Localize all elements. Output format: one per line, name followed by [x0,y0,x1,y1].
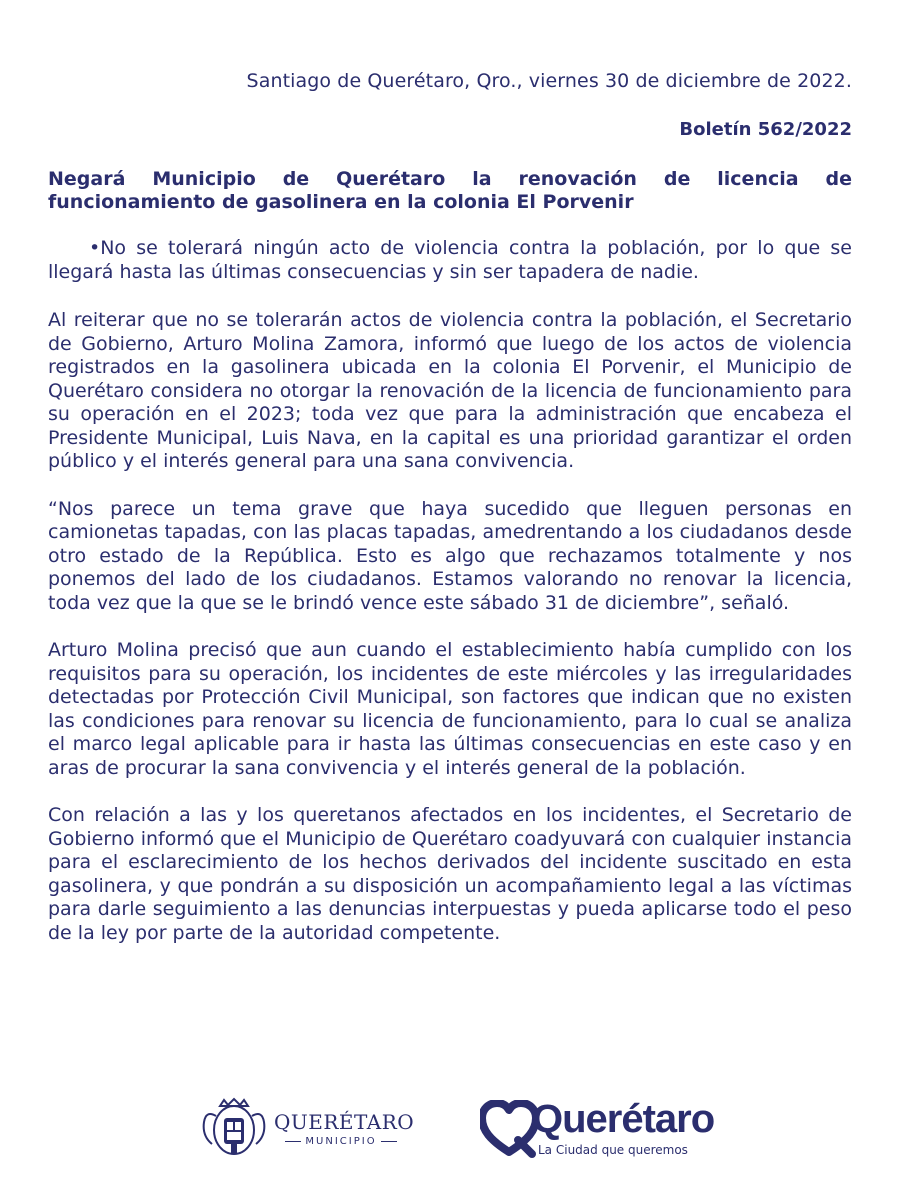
footer-logos [0,1090,900,1180]
bullet-summary: •No se tolerará ningún acto de violencia contra la población, por lo que se llegará hasta las últimas consecuencias y sin ser tapadera de nadie. [48,237,852,283]
headline: Negará Municipio de Querétaro la renovación de licencia de funcionamiento de gasolinera en la colonia El Porvenir [48,168,852,213]
bulletin-number: Boletín 562/2022 [679,119,852,140]
date-line: Santiago de Querétaro, Qro., viernes 30 de diciembre de 2022. [246,70,852,92]
heart-q-icon [480,1100,538,1158]
paragraph-3: Arturo Molina precisó que aun cuando el establecimiento había cumplido con los requisitos para su operación, los incidentes de este miércoles y las irregularidades detectadas por Protección Civil Municipal, son factores que indican que no existen las condiciones para renovar su licencia de funcionamiento, para lo cual se analiza el marco legal aplicable para ir hasta las últimas consecuencias en este caso y en aras de procurar la sana convivencia y el interés general de la población. [48,639,852,779]
municipio-logo-name: QUERÉTARO [274,1110,415,1134]
paragraph-2: “Nos parece un tema grave que haya sucedido que lleguen personas en camionetas tapadas, con las placas tapadas, amedrentando a los ciudadanos desde otro estado de la República. Esto es algo que rechazamos totalmente y nos ponemos del lado de los ciudadanos. Estamos valorando no renovar la licencia, toda vez que la que se le brindó vence este sábado 31 de diciembre”, señaló. [48,497,852,614]
paragraph-1: Al reiterar que no se tolerarán actos de violencia contra la población, el Secretario de Gobierno, Arturo Molina Zamora, informó que luego de los actos de violencia registrados en la gasolinera ubicada en la colonia El Porvenir, el Municipio de Querétaro considera no otorgar la renovación de la licencia de funcionamiento para su operación en el 2023; toda vez que para la administración que encabeza el Presidente Municipal, Luis Nava, en la capital es una prioridad garantizar el orden público y el interés general para una sana convivencia. [48,309,852,472]
coat-of-arms-icon [198,1096,270,1160]
brand-logo-name: Querétaro [532,1097,715,1141]
paragraph-4: Con relación a las y los queretanos afectados en los incidentes, el Secretario de Gobierno informó que el Municipio de Querétaro coadyuvará con cualquier instancia para el esclarecimiento de los hechos derivados del incidente suscitado en esta gasolinera, y que pondrán a su disposición un acompañamiento legal a las víctimas para darle seguimiento a las denuncias interpuestas y pueda aplicarse todo el peso de la ley por parte de la autoridad competente. [48,804,852,944]
municipio-logo [198,1096,415,1160]
article-body [48,237,852,969]
municipio-logo-subtitle [276,1136,406,1147]
brand-logo-tagline: La Ciudad que queremos [538,1143,688,1157]
brand-logo [480,1096,715,1166]
municipio-logo-subtitle-text: MUNICIPIO [305,1136,377,1147]
